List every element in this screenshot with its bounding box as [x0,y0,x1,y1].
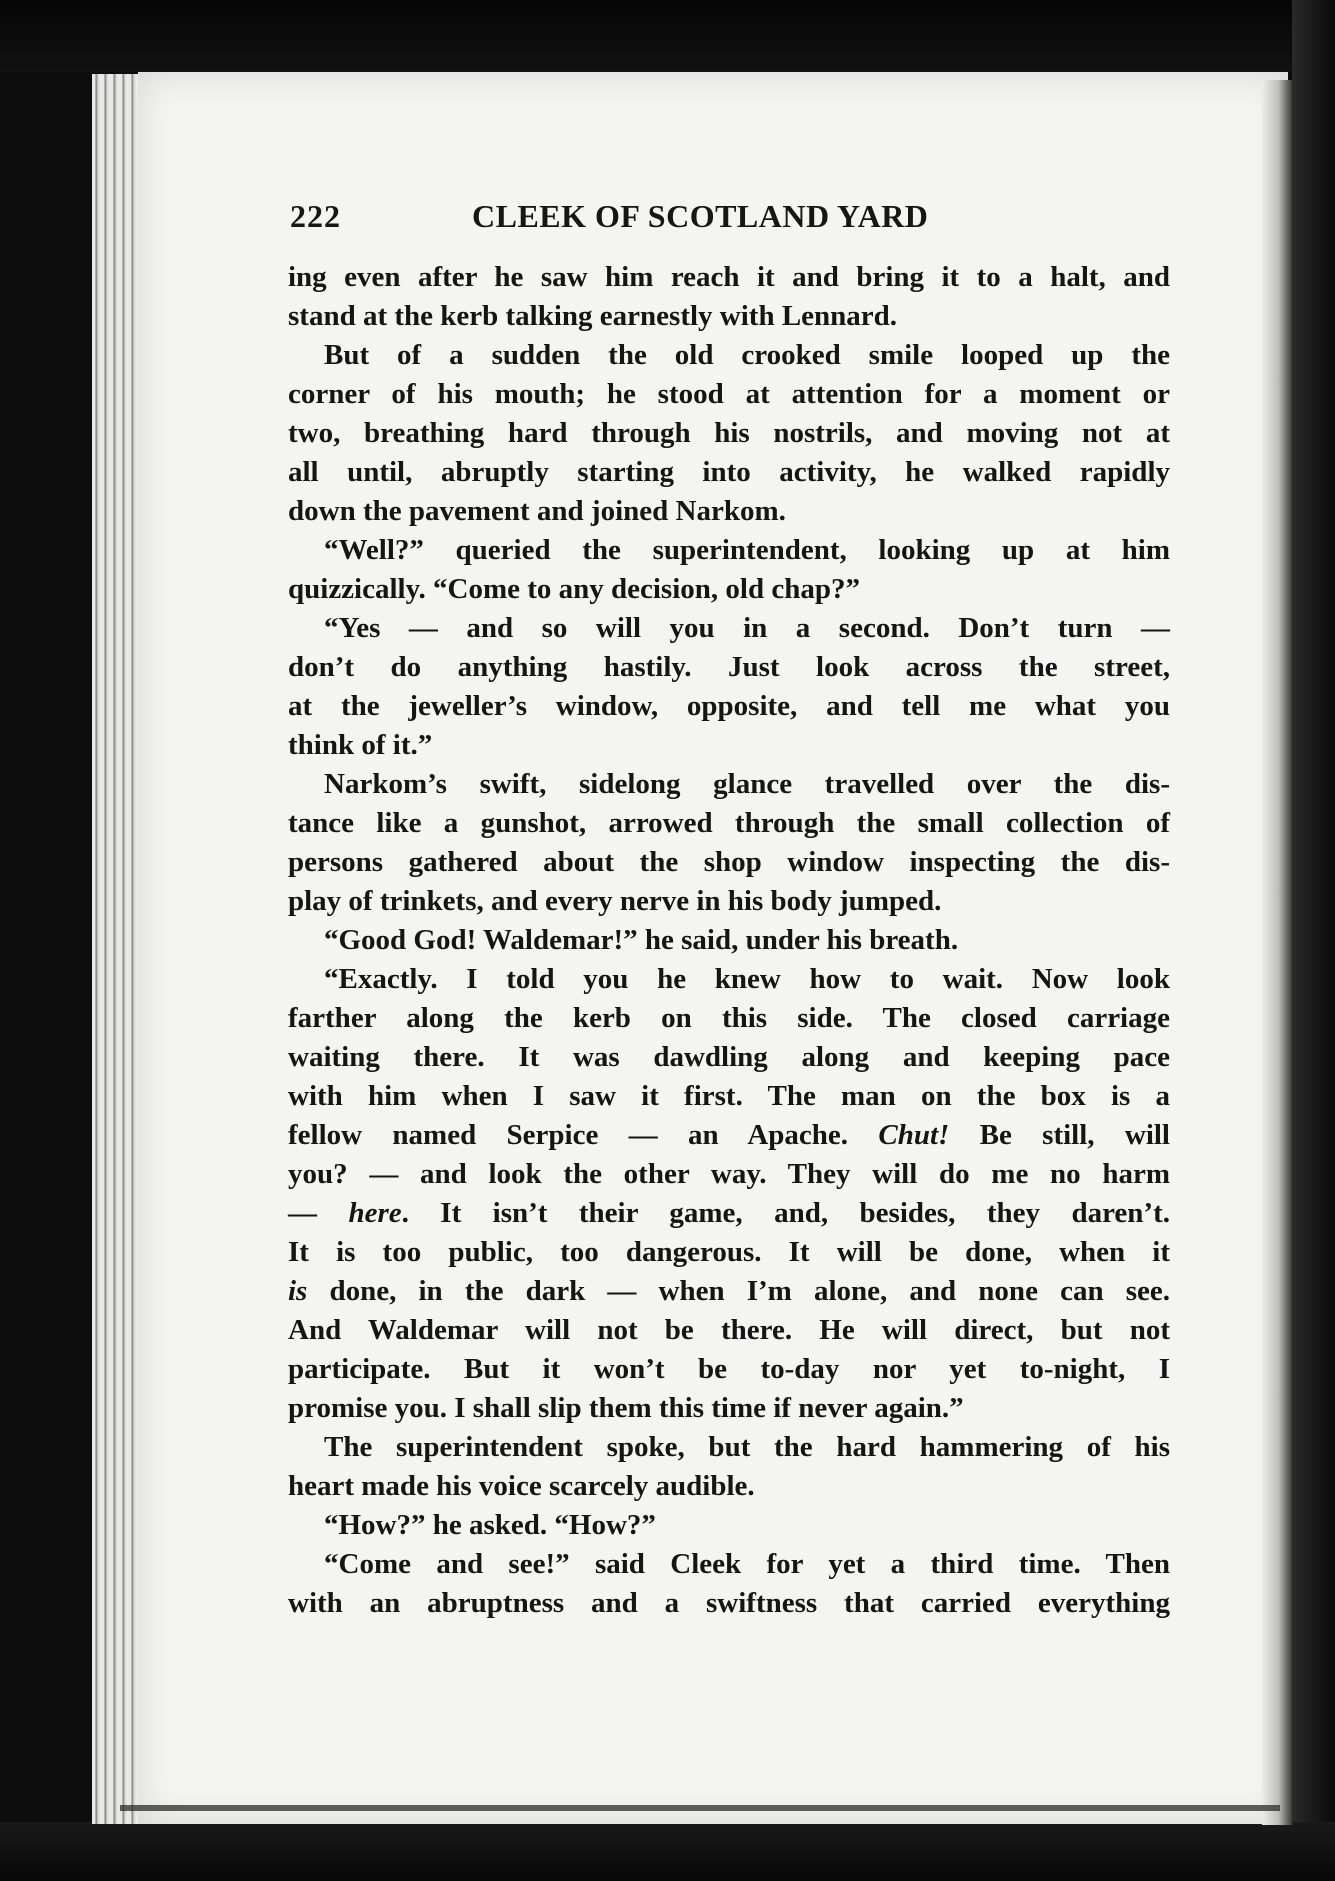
text-line: “Exactly. I told you he knew how to wait. Now look [324,963,1170,995]
text-line: The superintendent spoke, but the hard hammering of his [324,1431,1170,1463]
facing-page-edge [1262,80,1292,1825]
text-line: play of trinkets, and every nerve in his body jumped. [288,885,942,917]
text-line: — here. It isn’t their game, and, besides, they daren’t. [288,1197,1170,1229]
text-line: two, breathing hard through his nostrils, and moving not at [288,417,1170,449]
text-line: “Good God! Waldemar!” he said, under his breath. [324,924,959,956]
text-line: you? — and look the other way. They will do me no harm [288,1158,1170,1190]
text-line: And Waldemar will not be there. He will direct, but not [288,1314,1170,1346]
text-line: “How?” he asked. “How?” [324,1509,656,1541]
text-line: ing even after he saw him reach it and bring it to a halt, and [288,261,1170,293]
body-text [288,258,1170,1623]
text-line: It is too public, too dangerous. It will be done, when it [288,1236,1170,1268]
text-line: think of it.” [288,729,433,761]
text-line: promise you. I shall slip them this time if never again.” [288,1392,964,1424]
text-line: persons gathered about the shop window inspecting the dis- [288,846,1170,878]
text-line: fellow named Serpice — an Apache. Chut! Be still, will [288,1119,1170,1151]
text-line: tance like a gunshot, arrowed through the small collection of [288,807,1170,839]
text-line: waiting there. It was dawdling along and keeping pace [288,1041,1170,1073]
text-line: at the jeweller’s window, opposite, and tell me what you [288,690,1170,722]
text-line: stand at the kerb talking earnestly with Lennard. [288,300,898,332]
scan-bottom-border [0,1822,1335,1881]
text-line: participate. But it won’t be to-day nor yet to-night, I [288,1353,1170,1385]
page-stack-edges [92,74,140,1824]
running-head [290,198,990,248]
text-line: “Yes — and so will you in a second. Don’t turn — [324,612,1170,644]
text-line: heart made his voice scarcely audible. [288,1470,755,1502]
text-line: quizzically. “Come to any decision, old chap?” [288,573,860,605]
text-line: with an abruptness and a swiftness that carried everything [288,1587,1170,1619]
text-line: farther along the kerb on this side. The closed carriage [288,1002,1170,1034]
text-line: with him when I saw it first. The man on the box is a [288,1080,1170,1112]
text-line: is done, in the dark — when I’m alone, and none can see. [288,1275,1170,1307]
text-line: “Well?” queried the superintendent, looking up at him [324,534,1170,566]
text-line: corner of his mouth; he stood at attention for a moment or [288,378,1170,410]
text-line: But of a sudden the old crooked smile looped up the [324,339,1170,371]
text-line: down the pavement and joined Narkom. [288,495,786,527]
text-line: all until, abruptly starting into activity, he walked rapidly [288,456,1170,488]
page-number: 222 [290,198,341,234]
text-line: “Come and see!” said Cleek for yet a third time. Then [324,1548,1170,1580]
text-line: Narkom’s swift, sidelong glance travelled over the dis- [324,768,1170,800]
scan-top-border [0,0,1335,72]
page-bottom-edge [120,1805,1280,1811]
book-title: CLEEK OF SCOTLAND YARD [472,198,929,234]
text-line: don’t do anything hastily. Just look across the street, [288,651,1170,683]
scan-right-border [1292,0,1335,1881]
